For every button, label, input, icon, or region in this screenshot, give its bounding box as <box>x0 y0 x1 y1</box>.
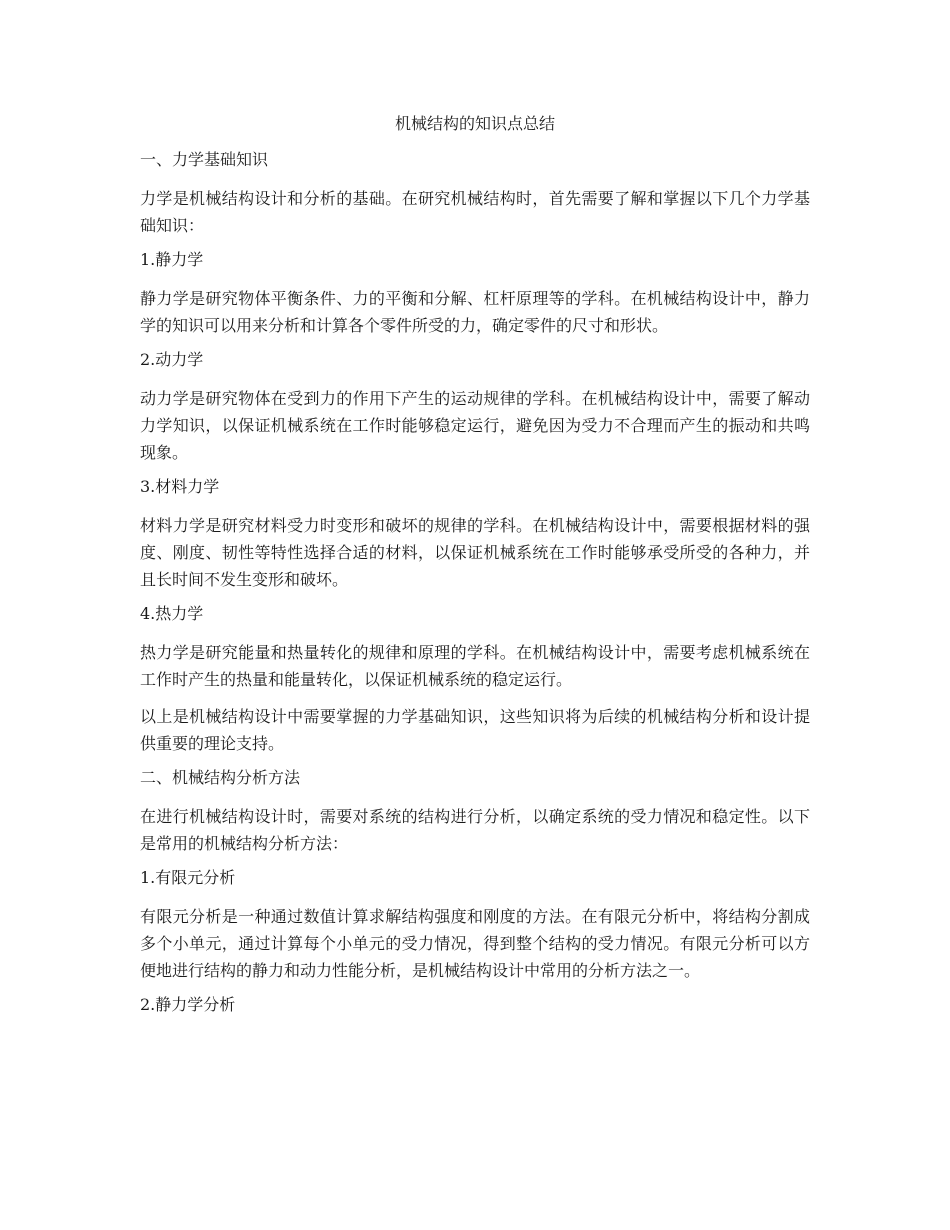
subheading-statics: 1.静力学 <box>140 250 204 269</box>
section-heading-analysis-methods: 二、机械结构分析方法 <box>140 768 301 787</box>
document-body <box>140 113 810 1030</box>
paragraph-analysis-intro: 在进行机械结构设计时，需要对系统的结构进行分析，以确定系统的受力情况和稳定性。以下是常用的机械结构分析方法： <box>140 807 810 853</box>
subheading-static-analysis: 2.静力学分析 <box>140 995 236 1014</box>
subheading-thermodynamics: 4.热力学 <box>140 604 204 623</box>
paragraph-dynamics: 动力学是研究物体在受到力的作用下产生的运动规律的学科。在机械结构设计中，需要了解动力学知识，以保证机械系统在工作时能够稳定运行，避免因为受力不合理而产生的振动和共鸣现象。 <box>140 389 810 462</box>
document-title: 机械结构的知识点总结 <box>394 114 555 133</box>
subheading-material-mechanics: 3.材料力学 <box>140 477 220 496</box>
subheading-finite-element: 1.有限元分析 <box>140 868 236 887</box>
section-heading-mechanics-basics: 一、力学基础知识 <box>140 150 269 169</box>
paragraph-statics: 静力学是研究物体平衡条件、力的平衡和分解、杠杆原理等的学科。在机械结构设计中，静力学的知识可以用来分析和计算各个零件所受的力，确定零件的尺寸和形状。 <box>140 289 810 335</box>
paragraph-mechanics-intro: 力学是机械结构设计和分析的基础。在研究机械结构时，首先需要了解和掌握以下几个力学基础知识： <box>140 189 810 235</box>
paragraph-mechanics-summary: 以上是机械结构设计中需要掌握的力学基础知识，这些知识将为后续的机械结构分析和设计提供重要的理论支持。 <box>140 707 810 753</box>
paragraph-thermodynamics: 热力学是研究能量和热量转化的规律和原理的学科。在机械结构设计中，需要考虑机械系统在工作时产生的热量和能量转化，以保证机械系统的稳定运行。 <box>140 643 810 689</box>
paragraph-finite-element: 有限元分析是一种通过数值计算求解结构强度和刚度的方法。在有限元分析中，将结构分割成多个小单元，通过计算每个小单元的受力情况，得到整个结构的受力情况。有限元分析可以方便地进行结构的静力和动力性能分析，是机械结构设计中常用的分析方法之一。 <box>140 907 810 980</box>
paragraph-material-mechanics: 材料力学是研究材料受力时变形和破坏的规律的学科。在机械结构设计中，需要根据材料的强度、刚度、韧性等特性选择合适的材料，以保证机械系统在工作时能够承受所受的各种力，并且长时间不发生变形和破坏。 <box>140 516 810 589</box>
subheading-dynamics: 2.动力学 <box>140 350 204 369</box>
